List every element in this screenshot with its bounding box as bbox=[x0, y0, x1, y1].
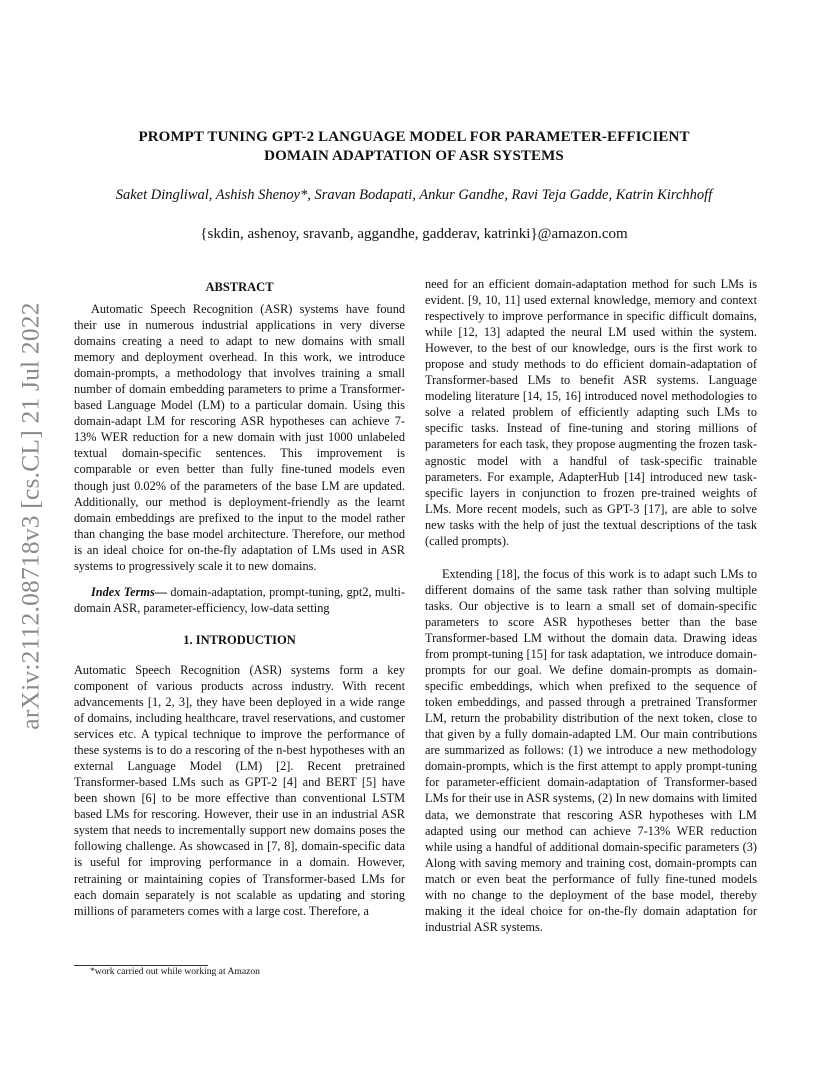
introduction-continued-paragraph: need for an efficient domain-adaptation method for such LMs is evident. [9, 10, 11] used external knowledge, memory and context respectively to improve performance in specific difficult domains, while [12, 13] adapted the neural LM used within the system. However, to the best of our knowledge, ours is the first work to propose and study methods to do efficient domain-adaptation of Transformer-based LMs to benefit ASR systems. Language modeling literature [14, 15, 16] introduced novel methodologies to solve a related problem of efficiently adapting such LMs to specific tasks. Instead of fine-tuning and storing millions of parameters for each task, they propose augmenting the frozen task-agnostic model with a handful of task-specific trainable parameters. For example, AdapterHub [14] introduced new task-specific layers in conjunction to frozen pre-trained weights of LMs. More recent models, such as GPT-3 [17], are able to solve new tasks with the help of just the textual descriptions of the task (called prompts). bbox=[425, 277, 757, 548]
author-emails: {skdin, ashenoy, sravanb, aggandhe, gadderav, katrinki}@amazon.com bbox=[200, 226, 628, 242]
footnote: *work carried out while working at Amazon bbox=[90, 966, 260, 977]
left-column bbox=[74, 279, 405, 919]
arxiv-identifier-text: arXiv:2112.08718v3 [cs.CL] 21 Jul 2022 bbox=[16, 302, 45, 730]
paper-title-line-1: PROMPT TUNING GPT-2 LANGUAGE MODEL FOR PARAMETER-EFFICIENT bbox=[138, 129, 690, 145]
paper-title bbox=[74, 128, 754, 166]
abstract-body: Automatic Speech Recognition (ASR) systems have found their use in numerous industrial applications in very diverse domains creating a need to adapt to new domains with small memory and deployment overhead. In this work, we introduce domain-prompts, a methodology that involves training a small number of domain embedding parameters to prime a Transformer-based Language Model (LM) to a particular domain. Using this domain-adapt LM for rescoring ASR hypotheses can achieve 7-13% WER reduction for a new domain with just 1000 unlabeled textual domain-specific sentences. This improvement is comparable or even better than fully fine-tuned models even though just 0.02% of the parameters of the base LM are updated. Additionally, our method is deployment-friendly as the learnt domain embeddings are prefixed to the input to the model rather than changing the base model architecture. Therefore, our method is an ideal choice for on-the-fly adaptation of LMs used in ASR systems to progressively scale it to new domains. bbox=[74, 302, 405, 573]
abstract-heading: ABSTRACT bbox=[205, 280, 274, 294]
index-terms-text: domain-adaptation, prompt-tuning, gpt2, multi-domain ASR, parameter-efficiency, low-data setting bbox=[74, 584, 405, 615]
paper-title-line-2: DOMAIN ADAPTATION OF ASR SYSTEMS bbox=[264, 148, 564, 164]
introduction-heading: 1. INTRODUCTION bbox=[183, 632, 296, 647]
arxiv-identifier-stamp bbox=[14, 298, 48, 734]
author-list: Saket Dingliwal, Ashish Shenoy*, Sravan Bodapati, Ankur Gandhe, Ravi Teja Gadde, Katrin Kirchhoff bbox=[115, 187, 713, 203]
index-terms-label: Index Terms— bbox=[91, 584, 168, 599]
introduction-body: Automatic Speech Recognition (ASR) systems form a key component of various products across industry. With recent advancements [1, 2, 3], they have been deployed in a wide range of domains, including healthcare, travel reservations, and customer services etc. A typical technique to improve the performance of these systems is to do a rescoring of the n-best hypotheses with an external Language Model (LM) [2]. Recent pretrained Transformer-based LMs such as GPT-2 [4] and BERT [5] have been shown [6] to be more effective than conventional LSTM based LMs for rescoring. However, their use in an industrial ASR system that needs to incrementally support new domains poses the following challenge. As showcased in [7, 8], domain-specific data is useful for improving performance in a domain. However, retraining or maintaining copies of Transformer-based LMs for each domain separately is not scalable as updating and storing millions of parameters comes with a large cost. Therefore, a bbox=[74, 662, 405, 918]
index-terms bbox=[74, 584, 405, 616]
contributions-paragraph: Extending [18], the focus of this work is to adapt such LMs to different domains of the same task rather than solving multiple tasks. Our objective is to learn a small set of domain-specific parameters to score ASR hypotheses better than the base Transformer-based LM without the domain data. Drawing ideas from prompt-tuning [15] for task adaptation, we introduce domain-prompts for our goal. We define domain-prompts as domain-specific embeddings, which when prefixed to the sequence of token embeddings, and passed through a pretrained Transformer LM, return the probability distribution of the next token, close to that given by a fully domain-adapted LM. Our main contributions are summarized as follows: (1) we introduce a new methodology domain-prompts, which is the first attempt to apply prompt-tuning for parameter-efficient domain-adaptation of Transformer-based LMs for their use in ASR systems, (2) In new domains with limited data, we demonstrate that rescoring ASR hypotheses with LM adapted using our method can achieve 7-13% WER reduction while using a handful of additional domain-specific parameters (3) Along with saving memory and training cost, domain-prompts can match or even beat the performance of fully fine-tuned models with no change to the deployment of the base model, thereby making it the ideal choice for on-the-fly domain adaptation for industrial ASR systems. bbox=[425, 566, 757, 934]
right-column bbox=[425, 276, 757, 935]
